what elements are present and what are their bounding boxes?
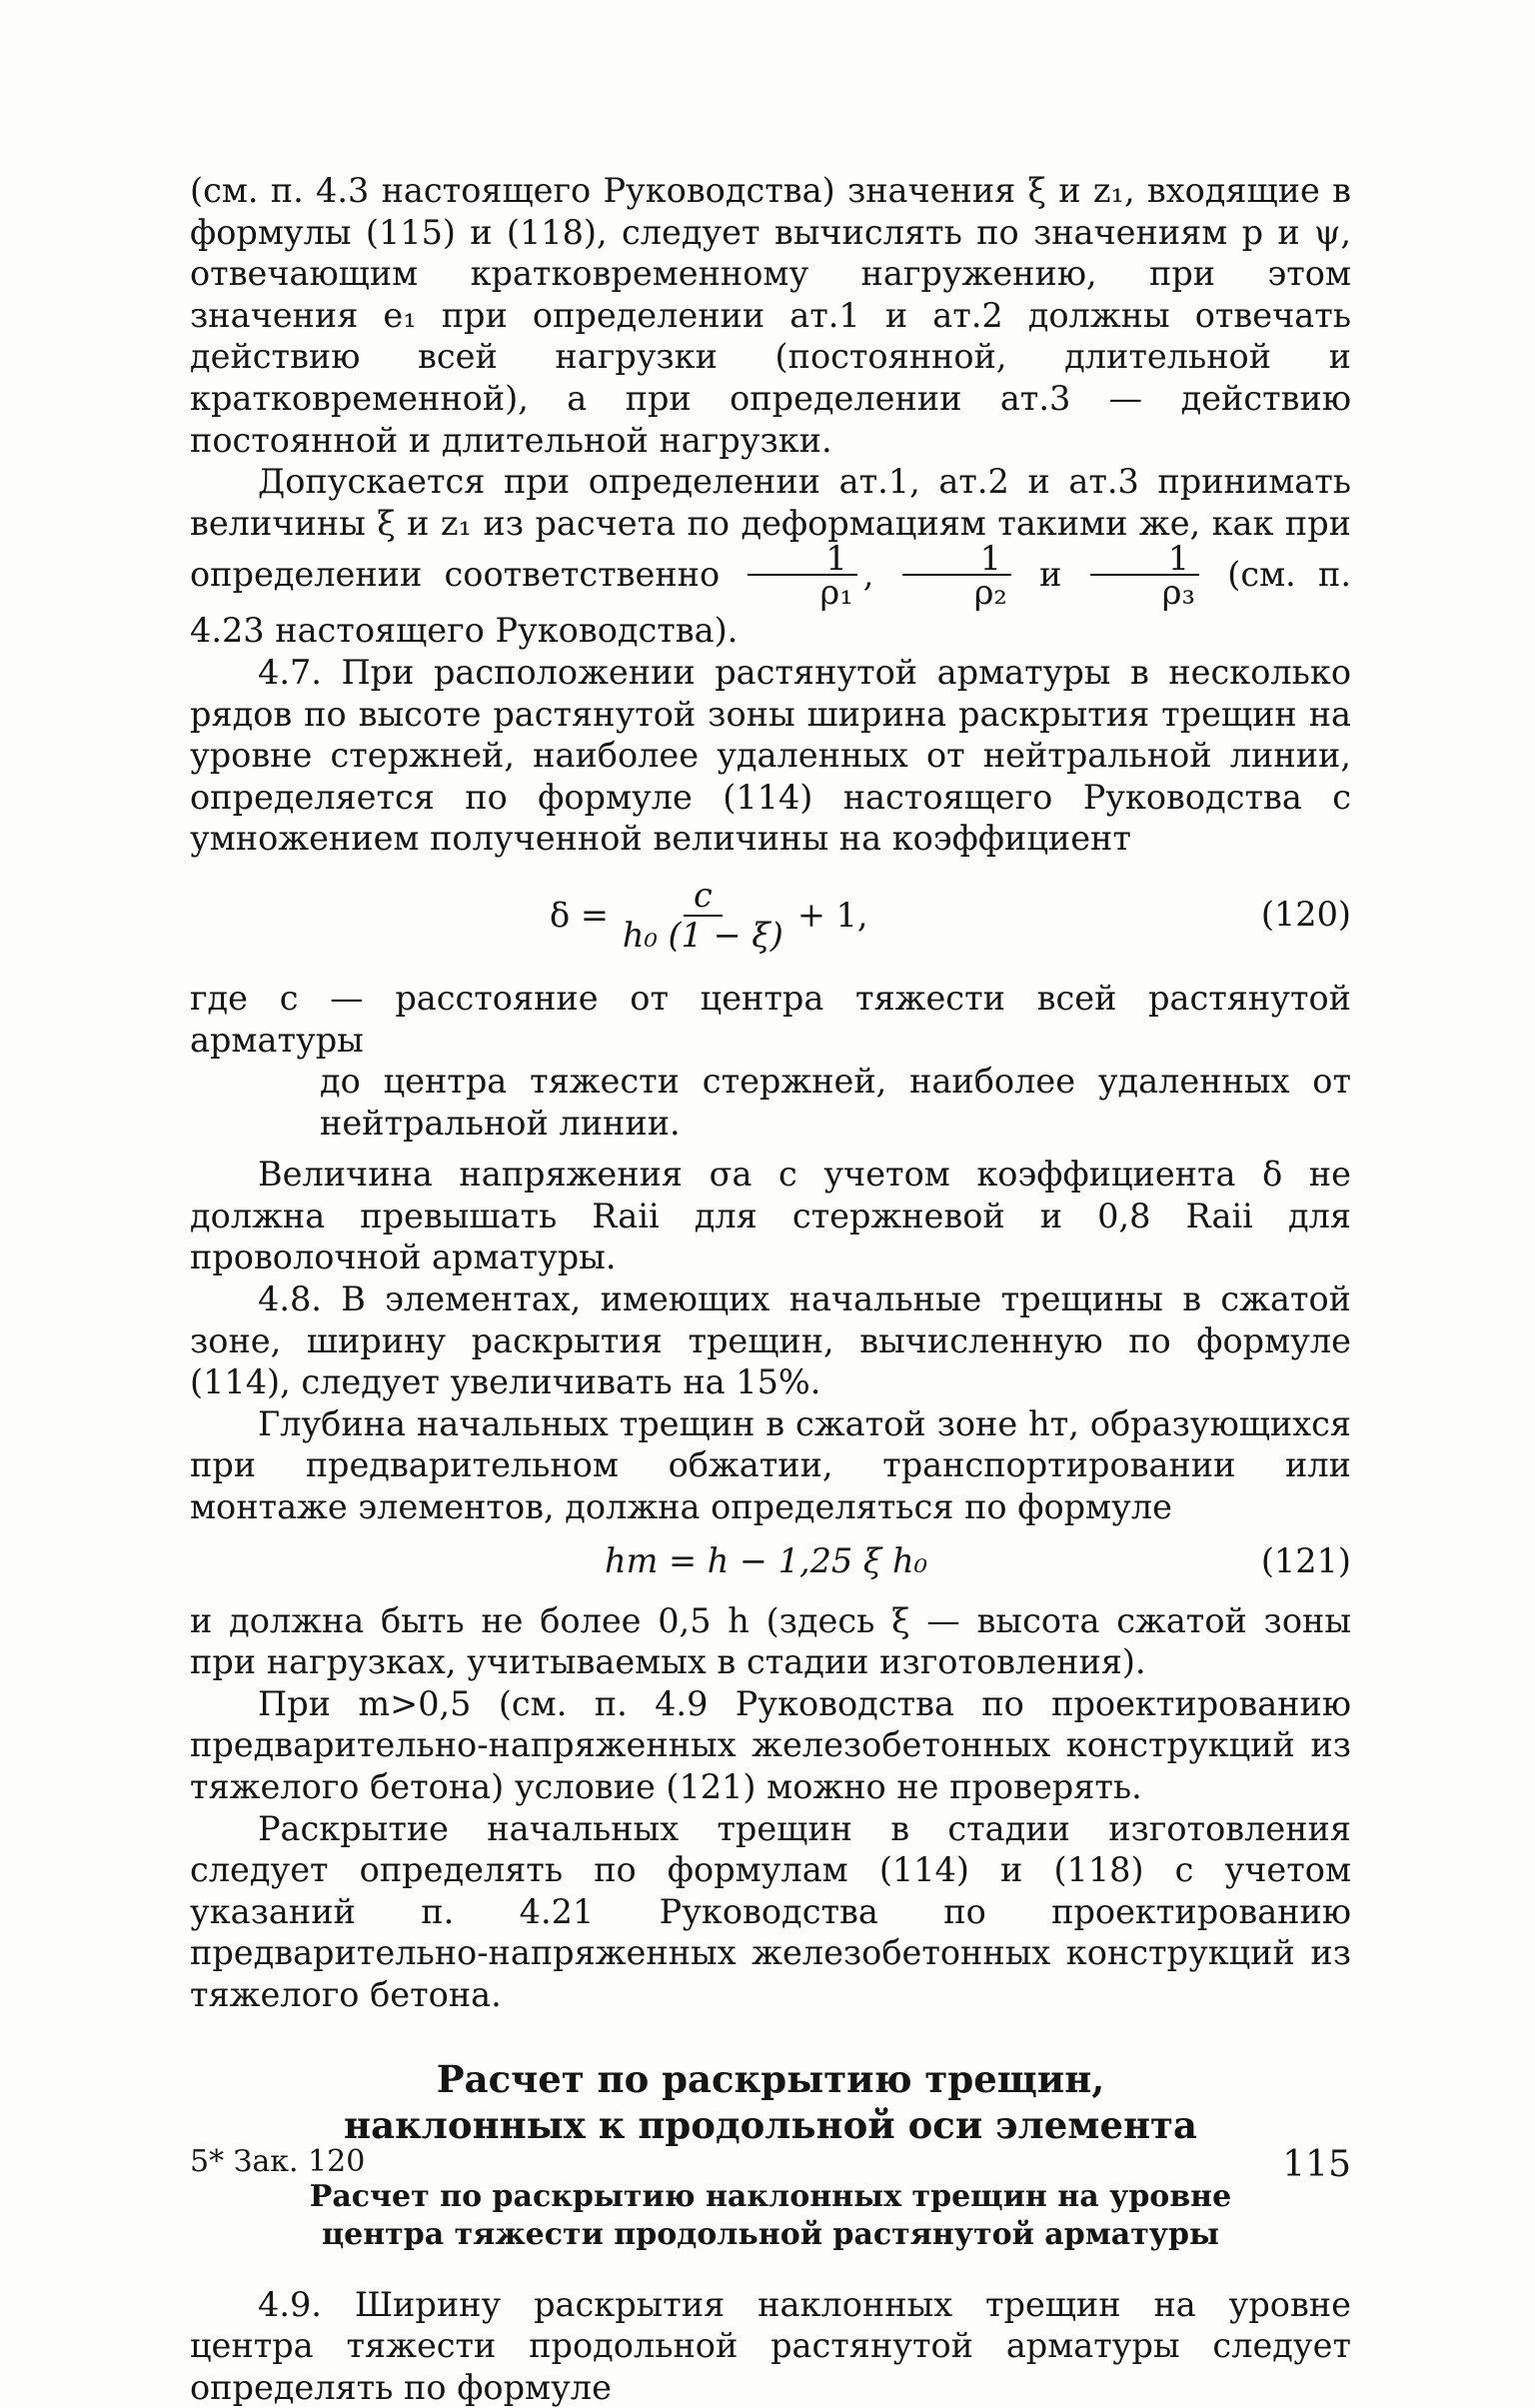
fraction-numerator: 1 bbox=[748, 544, 856, 576]
paragraph: 4.8. В элементах, имеющих начальные трещины в сжатой зоне, ширину раскрытия трещин, вычисленную по формуле (114), следует увеличивать на 15%. bbox=[190, 1279, 1351, 1402]
page-footer bbox=[190, 2144, 1351, 2185]
fraction-rho2 bbox=[902, 539, 1011, 613]
definition-lead: где c — расстояние от центра тяжести всей растянутой арматуры bbox=[190, 978, 1351, 1060]
paragraph-text: Допускается при определении aт.1, aт.2 и aт.3 принимать величины ξ и z₁ из расчета по деформациям такими же, как при определении соответственно bbox=[190, 462, 1351, 595]
paragraph: и должна быть не более 0,5 h (здесь ξ — высота сжатой зоны при нагрузках, учитываемых в стадии изготовления). bbox=[190, 1600, 1351, 1682]
heading-line: Расчет по раскрытию трещин, bbox=[436, 2056, 1105, 2101]
section-heading bbox=[190, 2056, 1351, 2148]
paragraph: 4.9. Ширину раскрытия наклонных трещин на уровне центра тяжести продольной растянутой арматуры следует определять по формуле bbox=[190, 2284, 1351, 2407]
paragraph: (см. п. 4.3 настоящего Руководства) значения ξ и z₁, входящие в формулы (115) и (118), следует вычислять по значениям p и ψ, отвечающим кратковременному нагружению, при этом значения e₁ при определении aт.1 и aт.2 должны отвечать действию всей нагрузки (постоянной, длительной и кратковременной), а при определении aт.3 — действию постоянной и длительной нагрузки. bbox=[190, 171, 1351, 460]
equation-number: (121) bbox=[1260, 1540, 1351, 1580]
fraction-rho1 bbox=[748, 539, 856, 613]
heading-line: Расчет по раскрытию наклонных трещин на уровне bbox=[309, 2178, 1232, 2214]
paragraph bbox=[190, 461, 1351, 652]
equation-120 bbox=[190, 868, 1351, 964]
conjunction: и bbox=[1039, 555, 1062, 595]
comma: , bbox=[862, 555, 874, 595]
definition-continuation: до центра тяжести стержней, наиболее удаленных от нейтральной линии. bbox=[320, 1062, 1351, 1143]
body-text bbox=[190, 170, 1351, 2408]
equation-number: (120) bbox=[1260, 894, 1351, 934]
fraction-denominator: ρ₁ bbox=[819, 573, 853, 613]
fraction-denominator: h₀ (1 − ξ) bbox=[622, 915, 783, 955]
paragraph: При m>0,5 (см. п. 4.9 Руководства по проектированию предварительно-напряженных железобетонных конструкций из тяжелого бетона) условие (121) можно не проверять. bbox=[190, 1683, 1351, 1806]
equation-body: hт = h − 1,25 ξ h₀ bbox=[605, 1540, 927, 1580]
heading-line: наклонных к продольной оси элемента bbox=[344, 2102, 1197, 2147]
paragraph: Величина напряжения σa с учетом коэффициента δ не должна превышать Raii для стержневой и 0,8 Raii для проволочной арматуры. bbox=[190, 1155, 1351, 1277]
fraction-numerator: 1 bbox=[1090, 544, 1199, 576]
heading-line: центра тяжести продольной растянутой арматуры bbox=[321, 2216, 1220, 2252]
definition bbox=[190, 978, 1351, 1144]
equation-121 bbox=[190, 1534, 1351, 1592]
paragraph-text: (см. п. 4.23 настоящего Руководства). bbox=[190, 555, 1351, 651]
fraction-denominator: ρ₃ bbox=[1161, 573, 1195, 613]
subsection-heading bbox=[190, 2178, 1351, 2254]
equation-body bbox=[550, 868, 868, 964]
paragraph: Глубина начальных трещин в сжатой зоне hт, образующихся при предварительном обжатии, транспортировании или монтаже элементов, должна определяться по формуле bbox=[190, 1403, 1351, 1527]
paragraph: Раскрытие начальных трещин в стадии изготовления следует определять по формулам (114) и (118) с учетом указаний п. 4.21 Руководства по проектированию предварительно-напряженных железобетонных конструкций из тяжелого бетона. bbox=[190, 1808, 1351, 2014]
equation-lhs: δ = bbox=[550, 896, 609, 936]
fraction-numerator: c bbox=[684, 877, 723, 917]
fraction-rho3 bbox=[1090, 539, 1199, 613]
fraction-numerator: 1 bbox=[902, 544, 1011, 576]
fraction-denominator: ρ₂ bbox=[973, 573, 1007, 613]
equation-fraction bbox=[617, 877, 789, 955]
paragraph: 4.7. При расположении растянутой арматуры в несколько рядов по высоте растянутой зоны ширина раскрытия трещин на уровне стержней, наиболее удаленных от нейтральной линии, определяется по формуле (114) настоящего Руководства с умножением полученной величины на коэффициент bbox=[190, 652, 1351, 859]
page-number: 115 bbox=[1282, 2144, 1351, 2185]
equation-rhs: + 1, bbox=[796, 896, 868, 936]
footer-order-number: 5* Зак. 120 bbox=[190, 2144, 366, 2179]
